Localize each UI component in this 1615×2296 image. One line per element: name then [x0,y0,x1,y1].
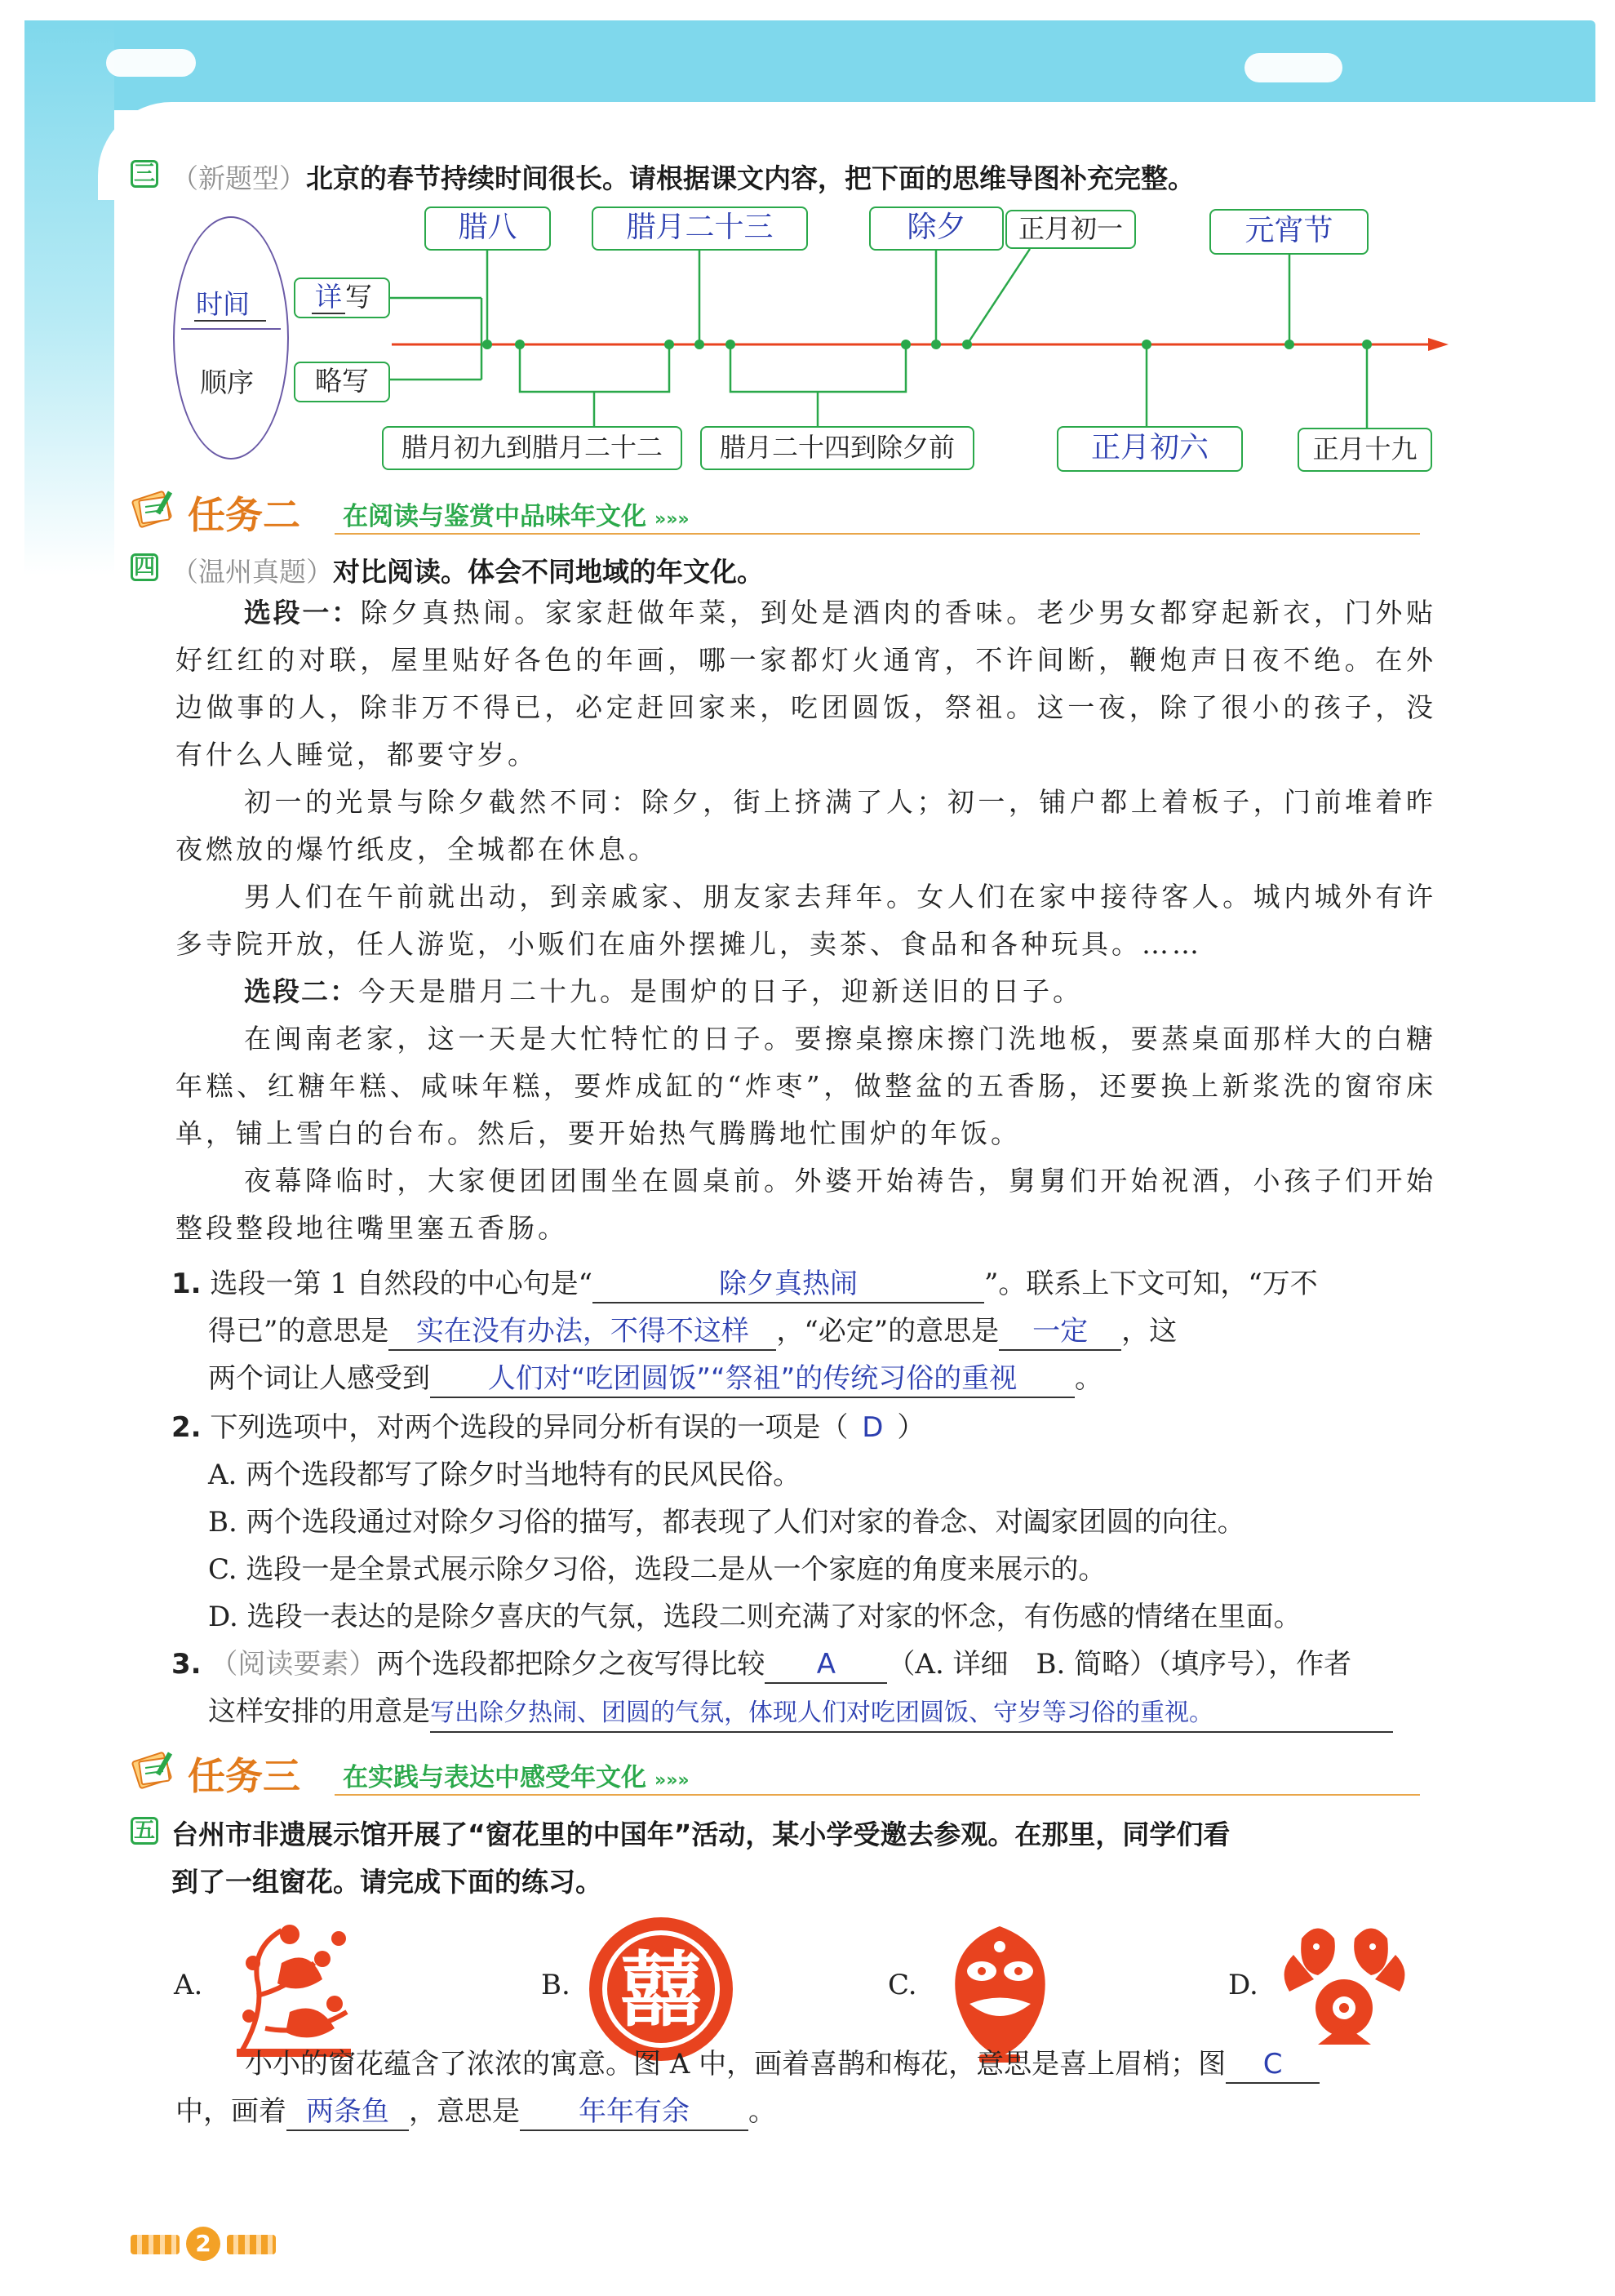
papercut-label: D. [1228,1969,1258,2001]
option-a: A. 两个选段都写了除夕时当地特有的民风民俗。 [208,1459,801,1491]
paragraph-lead: 选段一： [244,597,361,628]
task-underline [335,1794,1420,1796]
paragraph-text: 夜幕降临时，大家便团团围坐在圆桌前。外婆开始祷告，舅舅们开始祝酒，小孩子们开始整段整段地往嘴里塞五香肠。 [175,1165,1436,1244]
papercut-label: A. [174,1969,203,2001]
section-tag: （温州真题） [171,556,333,588]
task-header [131,1747,1432,1796]
task-title: 任务二 [188,493,300,537]
question-3-line-1 [171,1641,1351,1688]
papercut-label: B. [541,1969,570,2001]
paragraph-lead: 选段二： [244,975,358,1007]
oval-label-time: 时间 [196,288,250,320]
magpie-plum-papercut [233,1914,355,2061]
answer-blank [430,1361,1075,1398]
page-number-badge [131,2228,277,2261]
option-b: B. 两个选段通过对除夕习俗的描写，都表现了人们对家的眷念、对阖家团圆的向往。 [208,1506,1245,1539]
question-text: 两个选段都把除夕之夜写得比较 [376,1648,765,1681]
passage-paragraph [175,779,1436,873]
section-prompt [171,551,764,589]
arrows-icon: »»» [654,509,690,530]
passage-paragraph [175,589,1436,779]
question-3-line-2 [208,1688,1393,1735]
answer-text: 除夕真热闹 [719,1268,859,1300]
exercise-text: 。 [748,2095,776,2128]
task-title: 任务三 [188,1754,300,1798]
paragraph-text: 初一的光景与除夕截然不同：除夕，街上挤满了人；初一，铺户都上着板子，门前堆着昨夜燃放的爆竹纸皮，全城都在休息。 [175,786,1436,865]
papercut-label: C. [888,1969,917,2001]
passage-paragraph [175,1157,1436,1252]
section-number: 五 [131,1817,158,1845]
question-tag: （阅读要素） [210,1648,377,1681]
question-text: ，这 [1121,1315,1178,1348]
question-text: ”。联系上下文可知，“万不 [984,1268,1318,1300]
question-text: 得已”的意思是 [208,1315,389,1348]
task-underline [335,533,1420,535]
section-prompt-line: 到了一组窗花。请完成下面的练习。 [171,1866,602,1898]
question-text: 。 [1075,1362,1103,1395]
section-prompt-text: 北京的春节持续时间很长。请根据课文内容，把下面的思维导图补充完整。 [306,162,1195,194]
passage-paragraph [175,1015,1436,1157]
bottom-box-1: 腊月初九到腊月二十二 [382,426,682,470]
section-prompt-line: 台州市非遗展示馆开展了“窗花里的中国年”活动，某小学受邀去参观。在那里，同学们看 [171,1819,1231,1850]
question-text: 两个词让人感受到 [208,1362,430,1395]
question-number: 2. [171,1411,202,1444]
question-text: 这样安排的用意是 [208,1695,430,1728]
answer-blank [388,1313,776,1351]
paragraph-text: 在闽南老家，这一天是大忙特忙的日子。要擦桌擦床擦门洗地板，要蒸桌面那样大的白糖年糕、红糖年糕、咸味年糕，要炸成缸的“炸枣”，做整盆的五香肠，还要换上新浆洗的窗帘床单，铺上雪白的台布。然后，要开始热气腾腾地忙围炉的年饭。 [175,1023,1436,1149]
question-text: ，“必定”的意思是 [776,1315,1000,1348]
section-tag: （新题型） [171,162,306,194]
answer-text: C [1262,2048,1283,2081]
exercise-text: 中，画着 [175,2095,286,2128]
section-number: 四 [131,553,158,581]
arrows-icon: »»» [654,1770,690,1791]
answer-text: 一定 [1032,1315,1089,1348]
paragraph-text: 今天是腊月二十九。是围炉的日子，迎新送旧的日子。 [358,975,1083,1007]
answer-text: 人们对“吃团圆饭”“祭祖”的传统习俗的重视 [487,1362,1018,1395]
paragraph-text: 男人们在午前就出动，到亲戚家、朋友家去拜年。女人们在家中接待客人。城内城外有许多寺院开放，任人游览，小贩们在庙外摆摊儿，卖茶、食品和各种玩具。…… [175,881,1436,960]
question-1-line-1 [171,1260,1318,1308]
top-box-3: 除夕 [869,207,1004,251]
section-number: 三 [131,160,158,188]
exercise-line-2 [175,2088,776,2135]
answer-blank [286,2094,409,2131]
answer-text: 写出除夕热闹、团圆的气氛，体现人们对吃团圆饭、守岁等习俗的重视。 [430,1699,1213,1727]
double-happiness-char: 囍 [620,1943,702,2038]
roosters-peony-papercut [1277,1914,1412,2061]
answer-blank [1226,2046,1320,2084]
top-box-4: 正月初一 [1005,210,1136,249]
answer-blank [592,1266,984,1303]
notebook-icon [131,487,176,530]
question-number: 3. [171,1648,202,1681]
brief-box: 略写 [294,362,390,402]
page-decoration [131,2235,180,2254]
page-decoration [227,2235,276,2254]
task-subtitle-text: 在阅读与鉴赏中品味年文化 [343,502,646,531]
question-text: 下列选项中，对两个选段的异同分析有误的一项是（ [210,1411,849,1444]
answer-text: 实在没有办法，不得不这样 [415,1315,749,1348]
passage-paragraph [175,968,1436,1015]
task-subtitle [343,495,690,532]
top-box-5: 元宵节 [1209,209,1369,255]
question-text: （A. 详细 B. 简略）（填序号），作者 [887,1648,1352,1681]
question-text: ） [897,1411,925,1444]
answer-text: D [862,1411,884,1444]
task-header [131,486,1432,535]
top-box-2: 腊月二十三 [592,207,808,251]
option-d: D. 选段一表达的是除夕喜庆的气氛，选段二则充满了对家的怀念，有伤感的情绪在里面。 [208,1601,1302,1633]
answer-text: A [816,1648,836,1681]
task-subtitle [343,1756,690,1793]
page-number: 2 [186,2227,220,2261]
top-box-1: 腊八 [424,207,551,251]
notebook-icon [131,1748,176,1791]
bottom-box-3: 正月初六 [1057,426,1243,472]
paragraph-text: 除夕真热闹。家家赶做年菜，到处是酒肉的香味。老少男女都穿起新衣，门外贴好红红的对联，屋里贴好各色的年画，哪一家都灯火通宵，不许间断，鞭炮声日夜不绝。在外边做事的人，除非万不得已，必定赶回家来，吃团圆饭，祭祖。这一夜，除了很小的孩子，没有什么人睡觉，都要守岁。 [175,597,1437,771]
answer-text: 年年有余 [579,2095,690,2128]
answer-blank [520,2094,748,2131]
oval-label-order: 顺序 [200,366,254,398]
question-number: 1. [171,1268,202,1300]
answer-blank [999,1313,1121,1351]
answer-blank [765,1646,887,1684]
answer-text: 两条鱼 [306,2095,389,2128]
task-subtitle-text: 在实践与表达中感受年文化 [343,1763,646,1792]
question-2-line [171,1404,925,1451]
exercise-text: ，意思是 [409,2095,520,2128]
detail-suffix: 写 [345,281,372,313]
detail-answer: 详 [312,281,345,314]
passage-paragraph [175,873,1436,968]
option-c: C. 选段一是全景式展示除夕习俗，选段二是从一个家庭的角度来展示的。 [208,1553,1107,1586]
answer-blank [430,1695,1393,1733]
exercise-text: 小小的窗花蕴含了浓浓的寓意。图 A 中，画着喜鹊和梅花，意思是喜上眉梢；图 [245,2048,1227,2081]
section-prompt-text: 对比阅读。体会不同地域的年文化。 [333,556,764,588]
exercise-line-1 [245,2041,1320,2088]
bottom-box-2: 腊月二十四到除夕前 [700,426,974,470]
question-text: 选段一第 1 自然段的中心句是“ [210,1268,593,1300]
question-1-line-2 [208,1308,1177,1355]
question-1-line-3 [208,1355,1103,1402]
bottom-box-4: 正月十九 [1298,428,1432,472]
